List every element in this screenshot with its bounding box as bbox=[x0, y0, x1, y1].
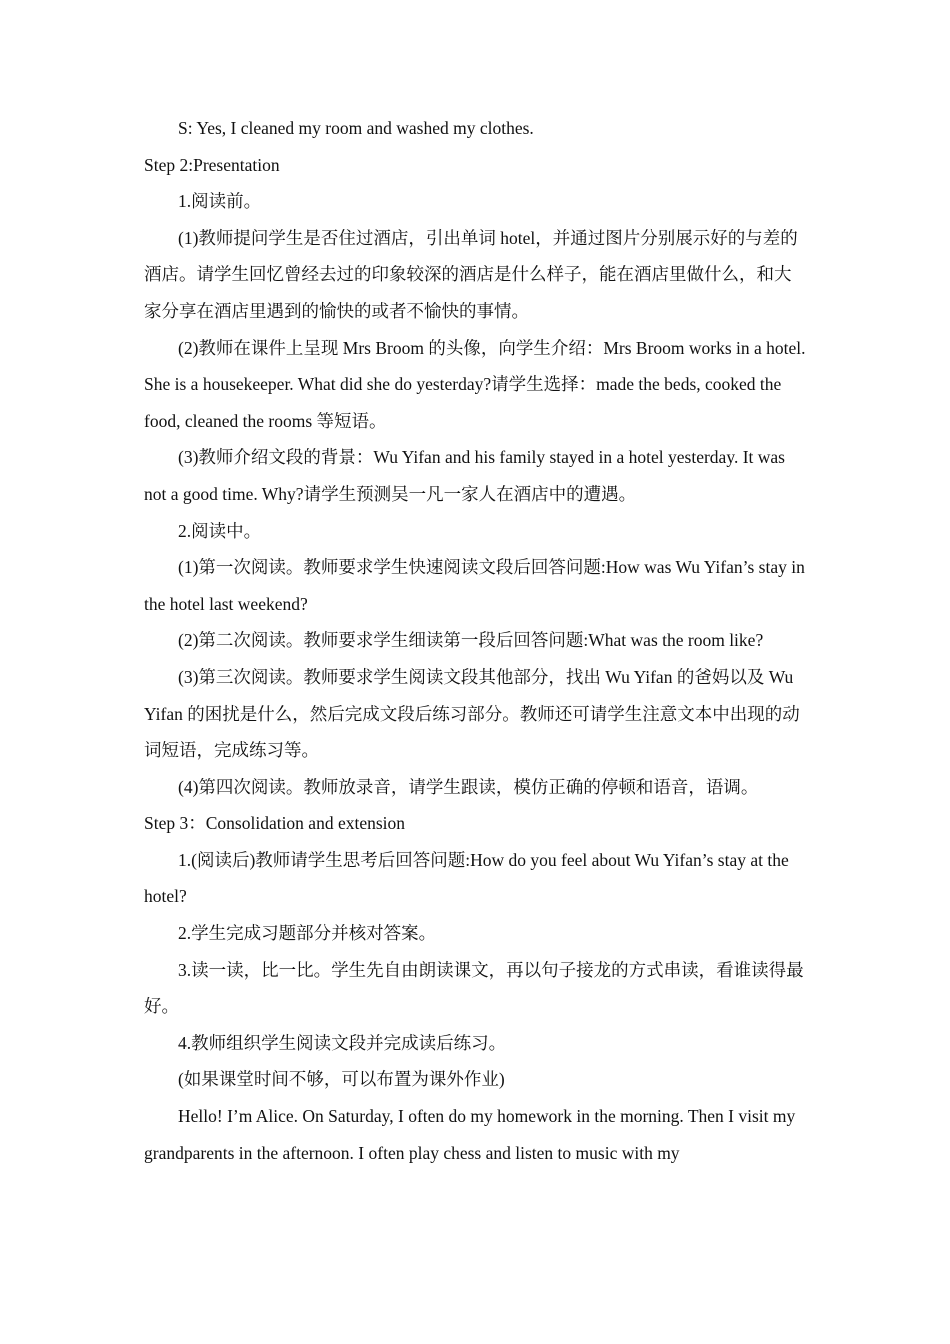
while-reading-item-4: (4)第四次阅读。教师放录音，请学生跟读，模仿正确的停顿和语音，语调。 bbox=[178, 776, 759, 797]
step3-heading: Step 3：Consolidation and extension bbox=[144, 813, 406, 834]
while-reading-item-2: (2)第二次阅读。教师要求学生细读第一段后回答问题:What was the room like? bbox=[178, 630, 764, 651]
post-reading-item-1: 1.(阅读后)教师请学生思考后回答问题:How do you feel about Wu Yifan’s stay at the hotel? bbox=[144, 849, 789, 907]
post-reading-item-3: 3.读一读，比一比。学生先自由朗读课文，再以句子接龙的方式串读，看谁读得最好。 bbox=[144, 959, 804, 1017]
post-reading-item-4: 4.教师组织学生阅读文段并完成读后练习。 bbox=[178, 1032, 507, 1053]
pre-reading-item-3: (3)教师介绍文段的背景：Wu Yifan and his family stayed in a hotel yesterday. It was not a good time. Why?请学生预测吴一凡一家人在酒店中的遭遇。 bbox=[144, 447, 785, 504]
pre-reading-item-2: (2)教师在课件上呈现 Mrs Broom 的头像，向学生介绍：Mrs Broom works in a hotel. She is a housekeeper. What did she do yesterday?请学生选择：made the beds, cooked the food, cleaned the rooms 等短语。 bbox=[144, 337, 806, 431]
student-reply-line: S: Yes, I cleaned my room and washed my clothes. bbox=[178, 118, 534, 138]
reading-passage: Hello! I’m Alice. On Saturday, I often do my homework in the morning. Then I visit my grandparents in the afternoon. I often play chess and listen to music with my bbox=[144, 1106, 796, 1163]
post-reading-item-2: 2.学生完成习题部分并核对答案。 bbox=[178, 923, 437, 944]
while-reading-heading: 2.阅读中。 bbox=[178, 520, 262, 541]
document-body bbox=[144, 110, 808, 1171]
pre-reading-heading: 1.阅读前。 bbox=[178, 191, 262, 212]
pre-reading-item-1: (1)教师提问学生是否住过酒店，引出单词 hotel，并通过图片分别展示好的与差的酒店。请学生回忆曾经去过的印象较深的酒店是什么样子，能在酒店里做什么，和大家分享在酒店里遇到的愉快的或者不愉快的事情。 bbox=[144, 227, 798, 321]
step2-heading: Step 2:Presentation bbox=[144, 154, 280, 175]
homework-note: (如果课堂时间不够，可以布置为课外作业) bbox=[178, 1069, 505, 1090]
while-reading-item-3: (3)第三次阅读。教师要求学生阅读文段其他部分，找出 Wu Yifan 的爸妈以及 Wu Yifan 的困扰是什么，然后完成文段后练习部分。教师还可请学生注意文本中出现的动词短语，完成练习等。 bbox=[144, 666, 800, 761]
while-reading-item-1: (1)第一次阅读。教师要求学生快速阅读文段后回答问题:How was Wu Yifan’s stay in the hotel last weekend? bbox=[144, 557, 805, 614]
